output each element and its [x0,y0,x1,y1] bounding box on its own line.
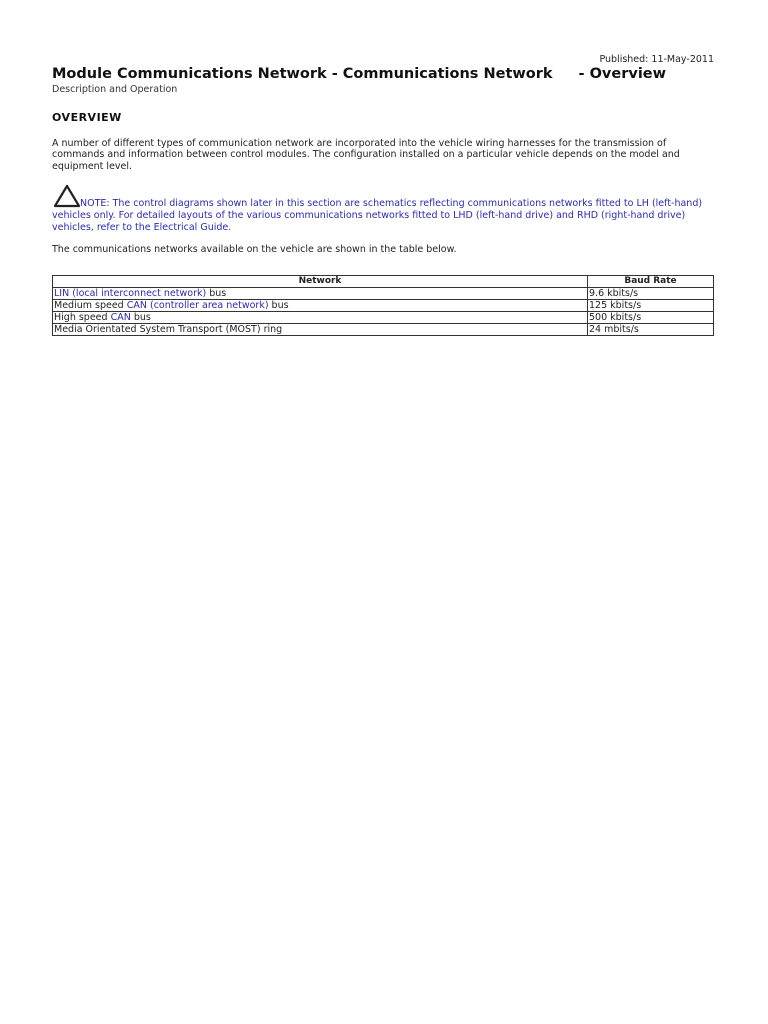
note-block [52,183,714,234]
network-cell [53,300,588,312]
baud-rate-cell: 9.6 kbits/s [588,288,714,300]
overview-paragraph: A number of different types of communication network are incorporated into the vehicle wiring harnesses for the transmission of commands and information between control modules. The configuration installed on a particular vehicle depends on the model and equipment level. [52,138,680,172]
baud-rate-cell: 125 kbits/s [588,300,714,312]
network-prefix: Media Orientated System Transport (MOST) ring [54,324,283,335]
page-subtitle: Description and Operation [52,84,178,95]
network-prefix: High speed [54,312,111,323]
network-cell [53,288,588,300]
table-row [53,324,714,336]
network-cell [53,324,588,336]
table-header-row [53,276,714,288]
table-row [53,300,714,312]
baud-rate-cell: 24 mbits/s [588,324,714,336]
network-link[interactable]: LIN (local interconnect network) [54,288,207,299]
column-header-baud-rate: Baud Rate [588,276,714,288]
network-suffix: bus [130,312,151,323]
page-title-suffix: - Overview [578,66,667,82]
table-intro: The communications networks available on the vehicle are shown in the table below. [52,244,457,255]
network-link[interactable]: CAN (controller area network) [126,300,269,311]
network-link[interactable]: CAN [110,312,131,323]
column-header-network: Network [53,276,588,288]
page-title [52,66,666,82]
published-date: Published: 11-May-2011 [599,54,714,65]
network-suffix: bus [206,288,227,299]
network-cell [53,312,588,324]
note-text: NOTE: The control diagrams shown later in this section are schematics reflecting communications networks fitted to LH (left-hand) vehicles only. For detailed layouts of the various communications networks fitted to LHD (left-hand drive) and RHD (right-hand drive) vehicles, refer to the Electrical Guide. [52,198,703,233]
baud-rate-cell: 500 kbits/s [588,312,714,324]
section-heading-overview: OVERVIEW [52,111,122,124]
warning-triangle-icon [52,183,82,209]
table-row [53,288,714,300]
table-row [53,312,714,324]
network-table [52,275,714,336]
network-suffix: bus [268,300,289,311]
network-prefix: Medium speed [54,300,127,311]
page-title-main: Module Communications Network - Communications Network [52,66,553,82]
